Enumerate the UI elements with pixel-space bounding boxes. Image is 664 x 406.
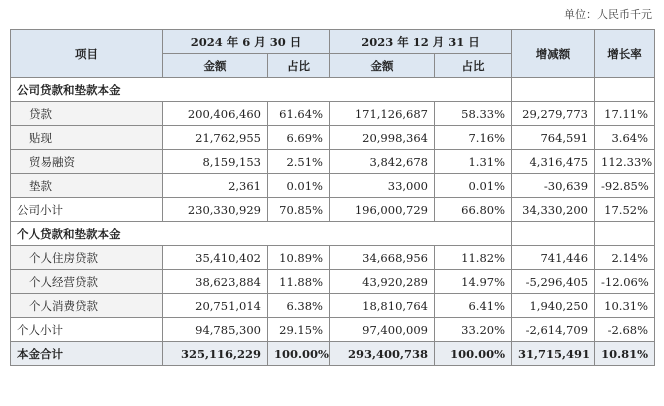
header-share-2024: 占比 bbox=[268, 54, 330, 78]
table-row: 个人消费贷款 20,751,014 6.38% 18,810,764 6.41% 1,940,250 10.31% bbox=[11, 294, 655, 318]
header-item: 项目 bbox=[11, 30, 163, 78]
table-row: 个人经营贷款 38,623,884 11.88% 43,920,289 14.97% -5,296,405 -12.06% bbox=[11, 270, 655, 294]
header-share-2023: 占比 bbox=[435, 54, 512, 78]
header-period-2024: 2024 年 6 月 30 日 bbox=[163, 30, 330, 54]
unit-label: 单位：人民币千元 bbox=[564, 8, 652, 21]
header-amount-2024: 金额 bbox=[163, 54, 268, 78]
header-period-2023: 2023 年 12 月 31 日 bbox=[330, 30, 512, 54]
header-amount-2023: 金额 bbox=[330, 54, 435, 78]
header-change: 增减额 bbox=[512, 30, 595, 78]
section-label: 个人贷款和垫款本金 bbox=[11, 222, 512, 246]
loan-table bbox=[10, 29, 655, 366]
table-row: 贷款 200,406,460 61.64% 171,126,687 58.33% 29,279,773 17.11% bbox=[11, 102, 655, 126]
table-row: 个人住房贷款 35,410,402 10.89% 34,668,956 11.82% 741,446 2.14% bbox=[11, 246, 655, 270]
table-row: 贴现 21,762,955 6.69% 20,998,364 7.16% 764,591 3.64% bbox=[11, 126, 655, 150]
total-row: 本金合计 325,116,229 100.00% 293,400,738 100.00% 31,715,491 10.81% bbox=[11, 342, 655, 366]
section-personal bbox=[11, 222, 655, 246]
section-label: 公司贷款和垫款本金 bbox=[11, 78, 512, 102]
table-row: 垫款 2,361 0.01% 33,000 0.01% -30,639 -92.85% bbox=[11, 174, 655, 198]
section-corporate bbox=[11, 78, 655, 102]
table-row: 贸易融资 8,159,153 2.51% 3,842,678 1.31% 4,316,475 112.33% bbox=[11, 150, 655, 174]
header-growth: 增长率 bbox=[595, 30, 655, 78]
header-row-1 bbox=[11, 30, 655, 54]
personal-subtotal-row: 个人小计 94,785,300 29.15% 97,400,009 33.20% -2,614,709 -2.68% bbox=[11, 318, 655, 342]
corporate-subtotal-row: 公司小计 230,330,929 70.85% 196,000,729 66.80% 34,330,200 17.52% bbox=[11, 198, 655, 222]
